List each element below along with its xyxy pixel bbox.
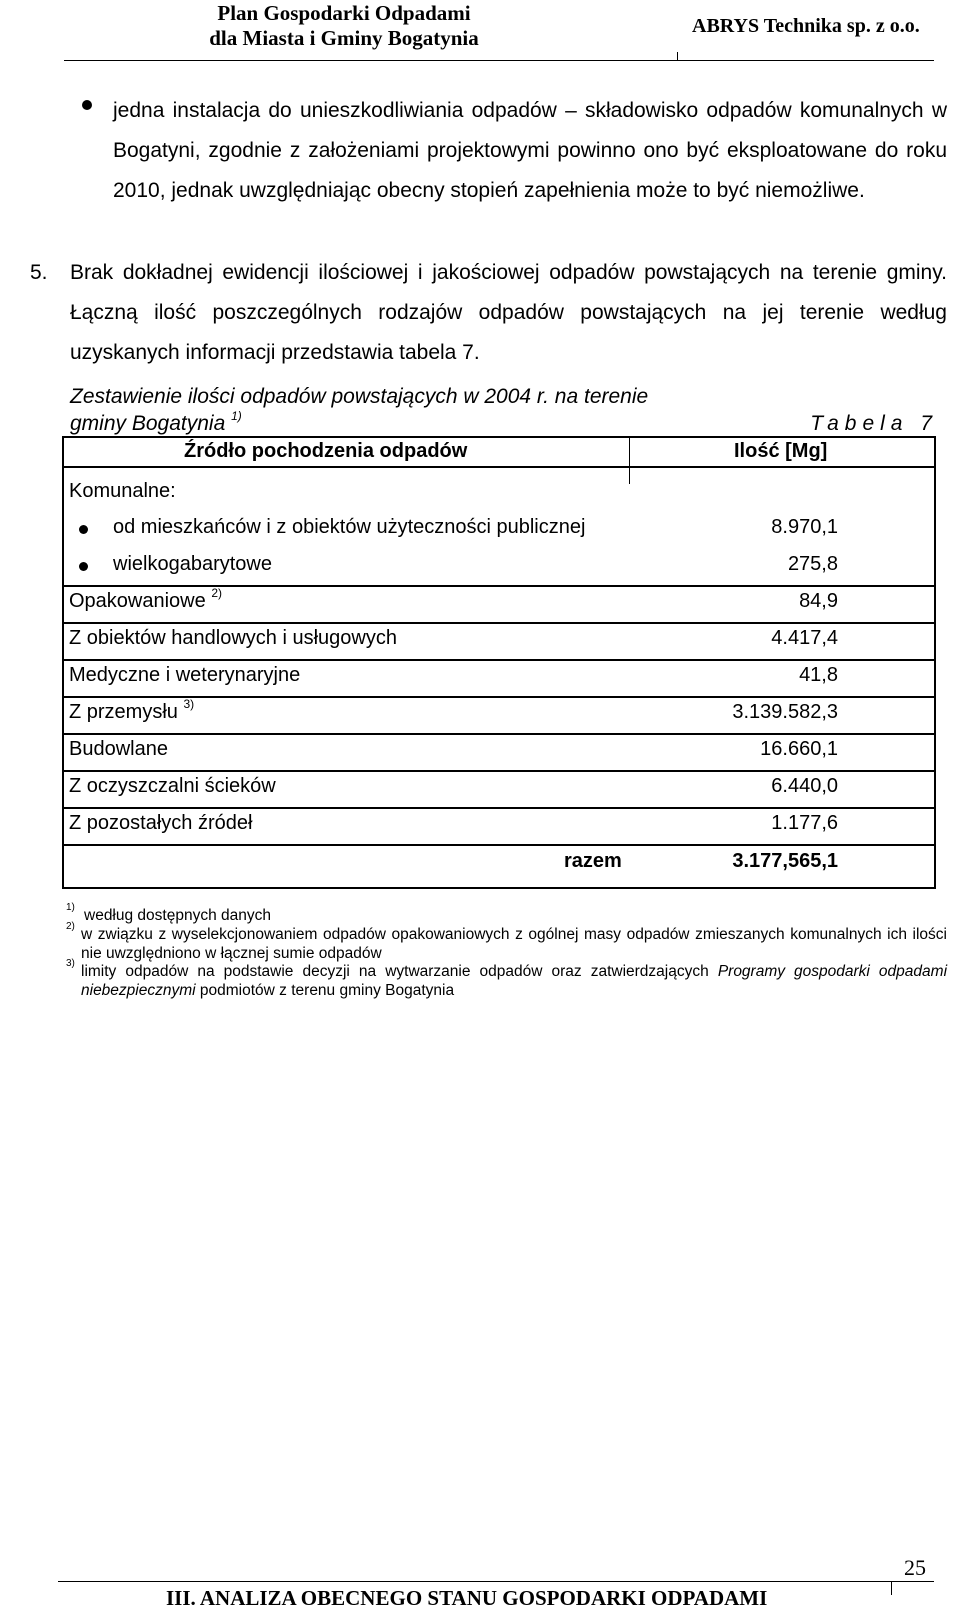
table-row-label: Z oczyszczalni ścieków bbox=[69, 775, 276, 797]
table-row-value: 4.417,4 bbox=[771, 627, 838, 649]
item-number: 5. bbox=[30, 261, 48, 284]
row-divider bbox=[64, 770, 934, 772]
sub-row-value: 8.970,1 bbox=[771, 516, 838, 538]
total-label: razem bbox=[564, 850, 622, 872]
waste-table bbox=[62, 436, 936, 889]
row-divider bbox=[64, 696, 934, 698]
row-divider bbox=[64, 622, 934, 624]
table-row-value: 84,9 bbox=[799, 590, 838, 612]
bullet-icon bbox=[79, 562, 88, 571]
group-label: Komunalne: bbox=[69, 480, 176, 502]
bullet-paragraph: jedna instalacja do unieszkodliwiania odpadów – składowisko odpadów komunalnych w Bogatyni, zgodnie z założeniami projektowymi powinno ono być eksploatowane do roku 2010, jednak uwzględniając obecny stopień zapełnienia może to być niemożliwe. bbox=[113, 99, 947, 202]
bullet-icon bbox=[79, 525, 88, 534]
footnote-mark: 2) bbox=[66, 921, 75, 932]
row-label-text: Opakowaniowe bbox=[69, 590, 206, 612]
header-row-divider bbox=[64, 466, 934, 468]
header-divider-tick bbox=[677, 52, 678, 60]
footer-divider-tick bbox=[891, 1581, 892, 1595]
document-title-line1: Plan Gospodarki Odpadami bbox=[217, 1, 471, 25]
footnote-3-text-part1: limity odpadów na podstawie decyzji na wytwarzanie odpadów oraz zatwierdzających bbox=[81, 963, 709, 980]
table-column-divider bbox=[629, 438, 630, 484]
footnote-3 bbox=[81, 962, 947, 1000]
footnote-mark: 3) bbox=[66, 958, 75, 969]
footer-divider bbox=[58, 1581, 934, 1582]
document-title-line2: dla Miasta i Gminy Bogatynia bbox=[209, 26, 479, 50]
footnote-2: w związku z wyselekcjonowaniem odpadów opakowaniowych z ogólnej masy odpadów zmieszanych komunalnych ich ilości nie uwzględniono w łącznej sumie odpadów bbox=[81, 926, 947, 962]
sub-row-label: wielkogabarytowe bbox=[113, 553, 272, 575]
bullet-icon bbox=[82, 100, 92, 110]
company-name: ABRYS Technika sp. z o.o. bbox=[692, 15, 920, 37]
footnote-ref: 1) bbox=[231, 409, 242, 423]
sub-row-value: 275,8 bbox=[787, 553, 838, 575]
table-row-value: 6.440,0 bbox=[771, 775, 838, 797]
footnote-3-italic: Programy gospodarki odpadami niebezpiecznymi bbox=[81, 963, 948, 999]
footnote-1: według dostępnych danych bbox=[84, 907, 271, 924]
total-value: 3.177,565,1 bbox=[732, 850, 838, 872]
table-row-label: Medyczne i weterynaryjne bbox=[69, 664, 301, 686]
page-number: 25 bbox=[904, 1555, 926, 1580]
row-divider bbox=[64, 659, 934, 661]
table-caption-line2 bbox=[70, 409, 242, 436]
row-label-text: Z przemysłu bbox=[69, 701, 178, 723]
table-row-value: 3.139.582,3 bbox=[732, 701, 838, 723]
table-caption-line1: Zestawienie ilości odpadów powstających w 2004 r. na terenie bbox=[70, 385, 649, 408]
table-row-label: Z obiektów handlowych i usługowych bbox=[69, 627, 397, 649]
footnote-ref: 2) bbox=[211, 586, 222, 600]
table-row-value: 41,8 bbox=[799, 664, 838, 686]
column-header-source: Źródło pochodzenia odpadów bbox=[184, 440, 468, 462]
document-title bbox=[196, 1, 492, 51]
footnote-3-text-part2: podmiotów z terenu gminy Bogatynia bbox=[199, 982, 455, 999]
header-divider bbox=[64, 60, 934, 61]
footnote-ref: 3) bbox=[183, 697, 195, 711]
table-row-value: 1.177,6 bbox=[771, 812, 838, 834]
item-paragraph: Brak dokładnej ewidencji ilościowej i jakościowej odpadów powstających na terenie gminy. Łączną ilość poszczególnych rodzajów odpadów powstających na jej terenie według uzyskanych informacji przedstawia tabela 7. bbox=[70, 261, 947, 364]
table-row-label bbox=[69, 697, 195, 724]
column-header-quantity: Ilość [Mg] bbox=[734, 440, 828, 462]
row-divider bbox=[64, 585, 934, 587]
table-row-label: Z pozostałych źródeł bbox=[69, 812, 253, 834]
table-label: Tabela 7 bbox=[810, 412, 938, 435]
table-caption-text: gminy Bogatynia bbox=[70, 412, 226, 435]
chapter-title: III. ANALIZA OBECNEGO STANU GOSPODARKI ODPADAMI bbox=[166, 1586, 768, 1610]
row-divider bbox=[64, 844, 934, 846]
row-divider bbox=[64, 807, 934, 809]
table-row-label: Budowlane bbox=[69, 738, 168, 760]
row-divider bbox=[64, 733, 934, 735]
footnote-mark: 1) bbox=[66, 902, 75, 913]
table-row-label bbox=[69, 586, 222, 613]
sub-row-label: od mieszkańców i z obiektów użyteczności publicznej bbox=[113, 516, 586, 538]
table-row-value: 16.660,1 bbox=[760, 738, 838, 760]
page-header bbox=[0, 0, 960, 64]
